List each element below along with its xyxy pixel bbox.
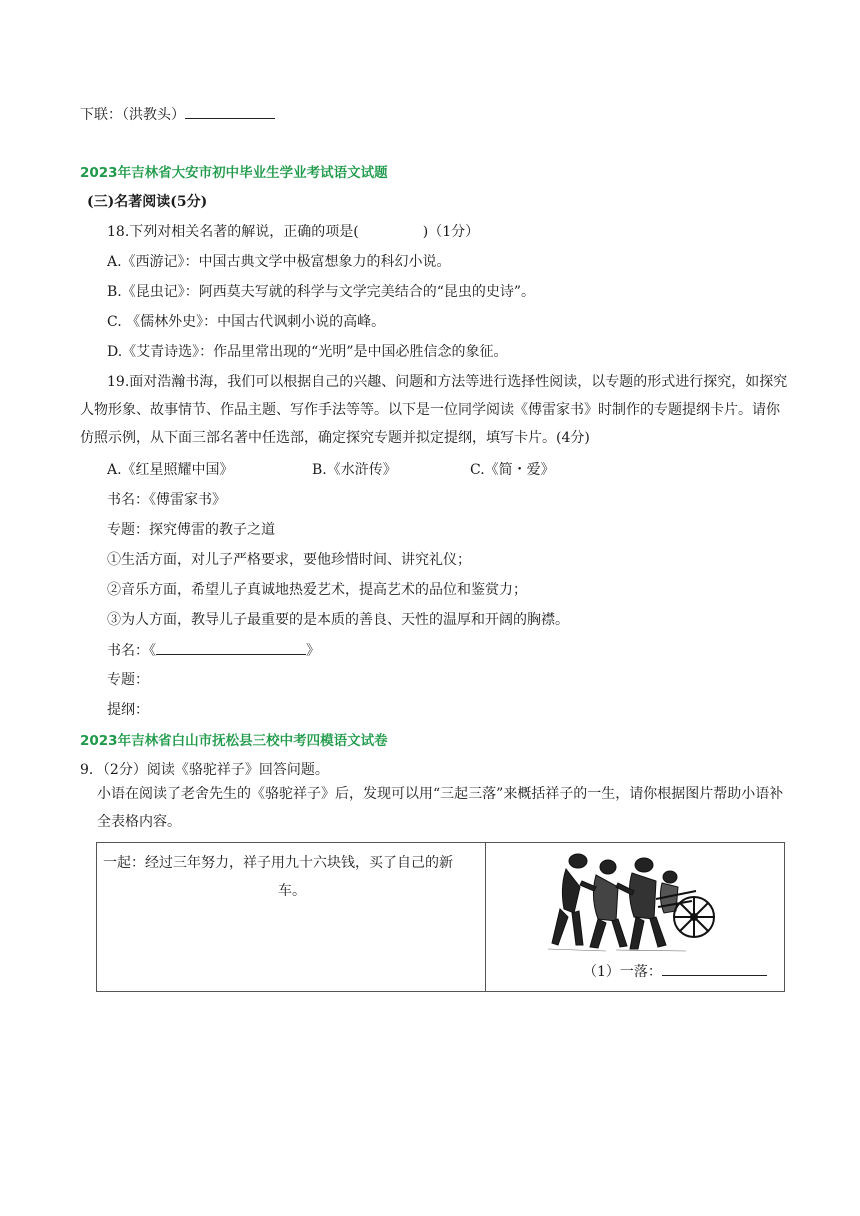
example-book: 书名：《傅雷家书》 bbox=[107, 492, 226, 508]
fall-blank[interactable] bbox=[662, 961, 767, 976]
option-d: D.《艾青诗选》：作品里常出现的“光明”是中国必胜信念的象征。 bbox=[107, 344, 508, 360]
book-name-blank[interactable] bbox=[156, 640, 306, 655]
example-point-1: ①生活方面，对儿子严格要求，要他珍惜时间、讲究礼仪； bbox=[107, 552, 471, 568]
example-topic: 专题：探究傅雷的教子之道 bbox=[107, 522, 275, 538]
question-19-stem bbox=[80, 368, 788, 452]
source-title-2: 2023年吉林省白山市抚松县三校中考四模语文试卷 bbox=[80, 733, 388, 749]
table-cell-left bbox=[97, 843, 486, 992]
fill-row bbox=[583, 961, 767, 982]
section-heading: (三)名著阅读(5分) bbox=[87, 194, 208, 210]
q19-option-c: C.《简・爱》 bbox=[470, 462, 555, 478]
answer-outline-line: 提纲： bbox=[107, 702, 149, 718]
answer-topic-line: 专题： bbox=[107, 672, 149, 688]
couplet-line bbox=[80, 104, 275, 125]
cell-right-label: （1）一落： bbox=[583, 964, 662, 980]
q19-option-a: A.《红星照耀中国》 bbox=[107, 462, 234, 478]
example-point-3: ③为人方面，教导儿子最重要的是本质的善良、天性的温厚和开阔的胸襟。 bbox=[107, 612, 569, 628]
q19-option-b: B.《水浒传》 bbox=[312, 462, 397, 478]
rickshaw-illustration bbox=[546, 847, 716, 955]
question-9-intro: 小语在阅读了老舍先生的《骆驼祥子》后，发现可以用“三起三落”来概括祥子的一生，请你根据图片帮助小语补全表格内容。 bbox=[97, 786, 784, 830]
q18-stem-text: 18.下列对相关名著的解说，正确的项是( bbox=[107, 224, 359, 240]
answer-book-close: 》 bbox=[306, 643, 320, 659]
example-point-2: ②音乐方面，希望儿子真诚地热爱艺术，提高艺术的品位和鉴赏力； bbox=[107, 582, 527, 598]
option-c: C. 《儒林外史》：中国古代讽刺小说的高峰。 bbox=[107, 314, 386, 330]
option-b: B.《昆虫记》：阿西莫夫写就的科学与文学完美结合的“昆虫的史诗”。 bbox=[107, 284, 536, 300]
answer-book-label: 书名：《 bbox=[107, 643, 156, 659]
q19-options bbox=[107, 460, 555, 480]
cell-left-line-2: 车。 bbox=[278, 883, 306, 899]
option-a: A.《西游记》：中国古典文学中极富想象力的科幻小说。 bbox=[107, 254, 451, 270]
q19-stem-text: 19.面对浩瀚书海，我们可以根据自己的兴趣、问题和方法等进行选择性阅读，以专题的形式进行探究，如探究人物形象、故事情节、作品主题、写作手法等等。以下是一位同学阅读《傅雷家书》时制作的专题提纲卡片。请你仿照示例，从下面三部名著中任选部，确定探究专题并拟定提纲，填写卡片。(4分) bbox=[80, 374, 788, 446]
q18-score: )（1分） bbox=[422, 224, 480, 240]
answer-table bbox=[96, 842, 785, 992]
cell-left-line-1: 一起：经过三年努力，祥子用九十六块钱，买了自己的新 bbox=[103, 855, 453, 871]
question-9-stem: 9．（2分）阅读《骆驼祥子》回答问题。 bbox=[80, 762, 329, 778]
source-title-1: 2023年吉林省大安市初中毕业生学业考试语文试题 bbox=[80, 165, 388, 181]
cell-left-text bbox=[103, 849, 481, 905]
table-cell-right bbox=[486, 843, 785, 992]
answer-book-line bbox=[107, 640, 320, 661]
answer-blank[interactable] bbox=[185, 104, 275, 119]
question-18-stem bbox=[107, 222, 479, 242]
couplet-label: 下联：（洪教头） bbox=[80, 107, 185, 123]
